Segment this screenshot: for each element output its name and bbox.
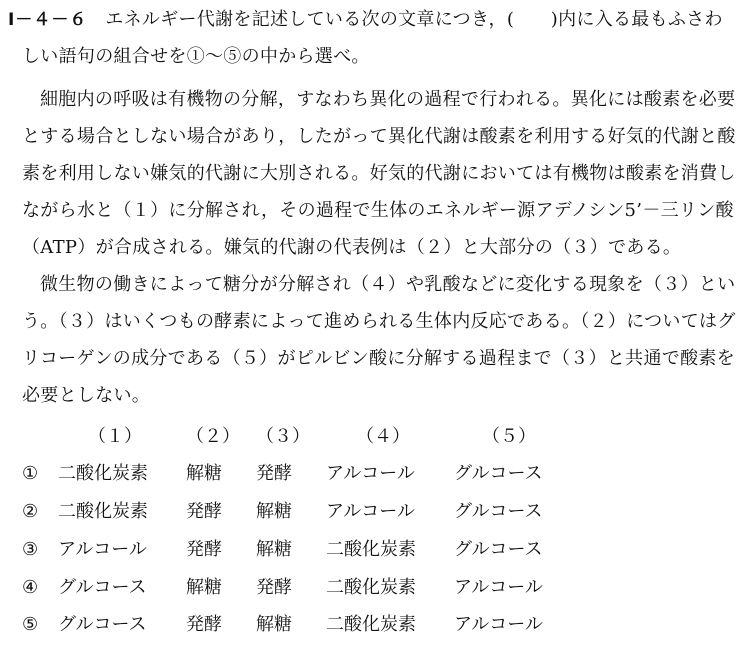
passage-line: リコーゲンの成分である（５）がピルビン酸に分解する過程まで（３）と共通で酸素を [22,348,735,369]
choice-cell: 二酸化炭素 [326,539,416,560]
choice-cell: 発酵 [256,577,292,598]
choice-cell: 発酵 [256,463,292,484]
passage-line: ながら水と（１）に分解され，その過程で生体のエネルギー源アデノシン5’－三リン酸 [22,200,734,221]
choice-cell: 発酵 [186,539,222,560]
choice-cell: グルコース [454,539,543,560]
question-prompt-line-2: しい語句の組合せを①～⑤の中から選べ。 [22,46,370,67]
choice-number[interactable]: ⑤ [22,614,39,635]
passage-line: とする場合としない場合があり，したがって異化代謝は酸素を利用する好気的代謝と酸 [22,126,736,147]
passage-line: 素を利用しない嫌気的代謝に大別される。好気的代謝においては有機物は酸素を消費し [22,163,736,184]
column-header-4: （４） [356,426,410,447]
question-prompt-line-1 [8,7,723,33]
choice-cell: 解糖 [256,539,292,560]
choice-cell: 解糖 [186,577,222,598]
choice-cell: アルコール [454,614,543,635]
choice-cell: グルコース [454,501,543,522]
passage-line: う。（３）はいくつもの酵素によって進められる生体内反応である。（２）についてはグ [22,311,736,332]
choice-cell: アルコール [326,463,415,484]
choice-number[interactable]: ④ [22,577,39,598]
choice-cell: 二酸化炭素 [58,501,148,522]
passage-line: 必要としない。 [22,385,151,406]
choice-cell: 二酸化炭素 [326,614,416,635]
question-number: Ⅰ－４－６ [8,10,88,30]
column-header-2: （２） [186,426,240,447]
choice-number[interactable]: ② [22,501,39,522]
choice-cell: グルコース [454,463,543,484]
column-header-5: （５） [482,426,536,447]
passage-line: 細胞内の呼吸は有機物の分解，すなわち異化の過程で行われる。異化には酸素を必要 [40,89,736,110]
choice-cell: グルコース [58,577,147,598]
choice-cell: 発酵 [186,501,222,522]
choice-cell: アルコール [454,577,543,598]
column-header-3: （３） [256,426,310,447]
choice-number[interactable]: ① [22,463,39,484]
choice-cell: 二酸化炭素 [326,577,416,598]
choice-number[interactable]: ③ [22,539,39,560]
choice-cell: 二酸化炭素 [58,463,148,484]
choice-cell: 発酵 [186,614,222,635]
choice-cell: 解糖 [256,614,292,635]
choice-cell: 解糖 [256,501,292,522]
choice-cell: アルコール [326,501,415,522]
column-header-1: （１） [88,426,142,447]
passage-line: （ATP）が合成される。嫌気的代謝の代表例は（２）と大部分の（３）である。 [22,237,682,258]
passage-line: 微生物の働きによって糖分が分解され（４）や乳酸などに変化する現象を（３）とい [40,274,736,295]
question-prompt-text-1: エネルギー代謝を記述している次の文章につき，( )内に入る最もふさわ [105,9,723,30]
choice-cell: アルコール [58,539,147,560]
choice-cell: 解糖 [186,463,222,484]
choice-cell: グルコース [58,614,147,635]
